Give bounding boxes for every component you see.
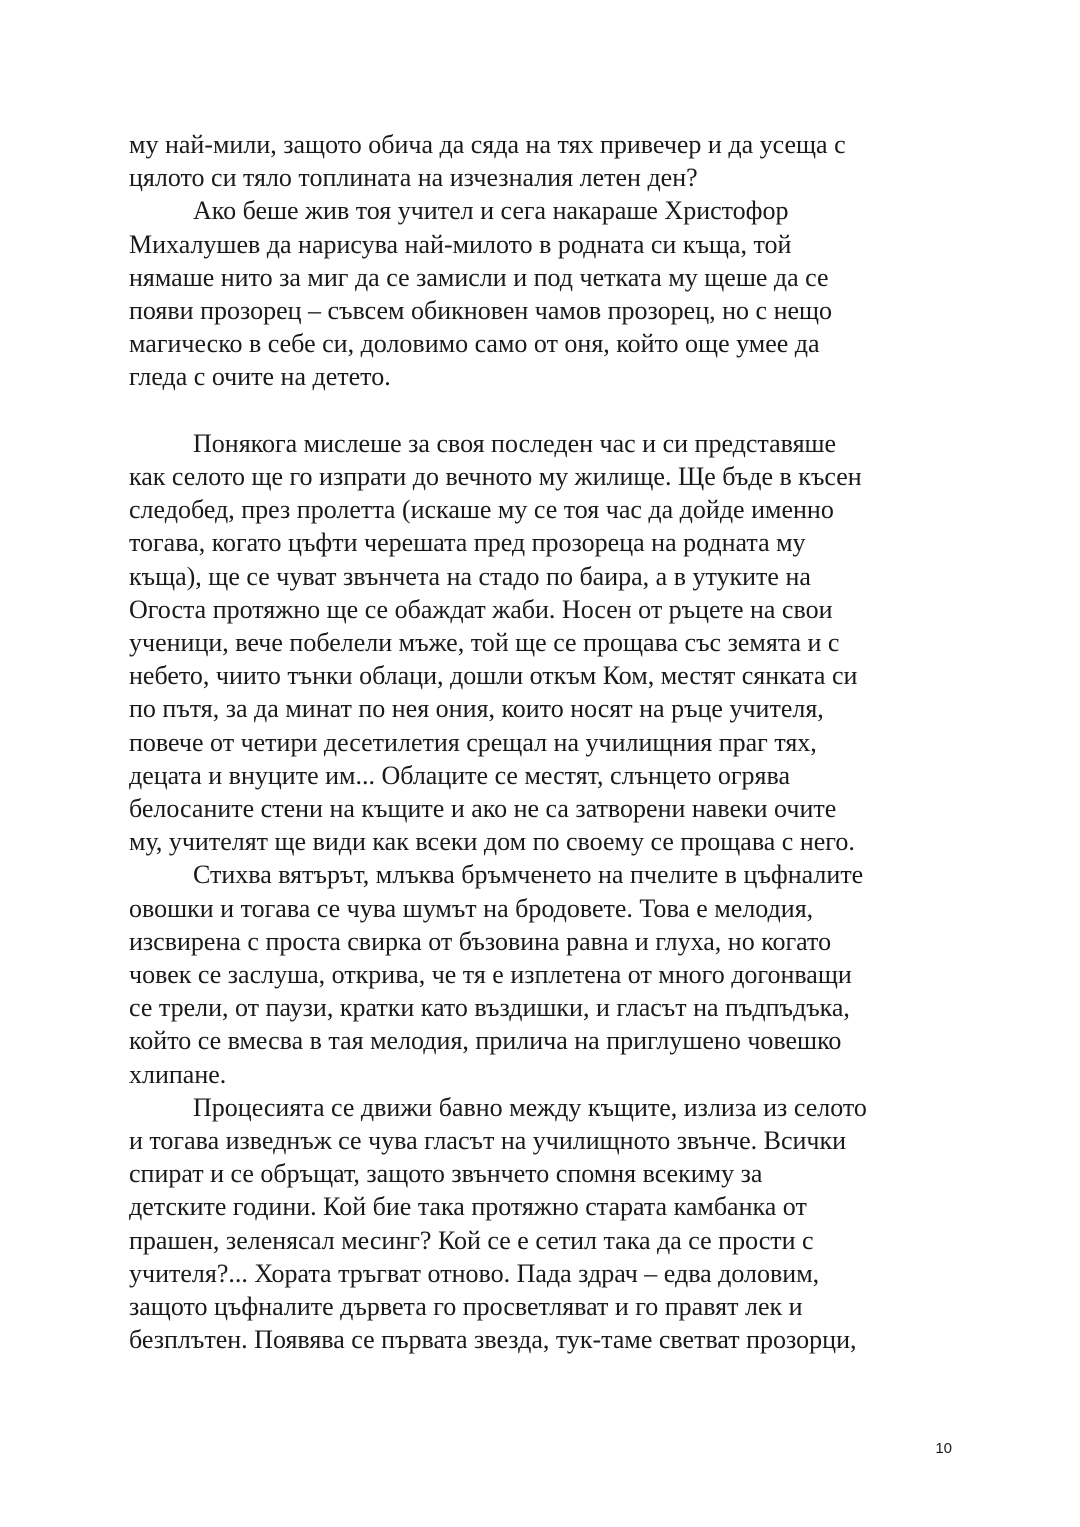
text-line: нямаше нито за миг да се замисли и под четката му щеше да се [129,262,829,292]
text-line: овошки и тогава се чува шумът на бродовете. Това е мелодия, [129,893,814,923]
text-line: Огоста протяжно ще се обаждат жаби. Носен от ръцете на свои [129,594,833,624]
text-line: Стихва вятърът, млъква бръмченето на пчелите в цъфналите [193,860,864,890]
text-line: изсвирена с проста свирка от бъзовина равна и глуха, но когато [129,926,832,956]
text-line: небето, чиито тънки облаци, дошли откъм Ком, местят сянката си [129,661,858,691]
text-line: детските години. Кой бие така протяжно старата камбанка от [129,1192,807,1222]
text-line: и тогава изведнъж се чува гласът на училищното звънче. Всички [129,1126,847,1156]
text-line: цялото си тяло топлината на изчезналия летен ден? [129,163,698,193]
text-line: появи прозорец – съвсем обикновен чамов прозорец, но с нещо [129,296,833,326]
text-line: как селото ще го изпрати до вечното му жилище. Ще бъде в късен [129,462,862,492]
text-line: учителя?... Хората тръгват отново. Пада здрач – едва доловим, [129,1258,820,1288]
text-line: гледа с очите на детето. [129,362,391,392]
text-line: безплътен. Появява се първата звезда, тук-таме светват прозорци, [129,1325,857,1355]
paragraph-5 [129,1091,951,1357]
text-line: къща), ще се чуват звънчета на стадо по баира, а в утуките на [129,561,811,591]
text-line: Процесията се движи бавно между къщите, излиза из селото [193,1092,867,1122]
text-line: защото цъфналите дървета го просветляват и го правят лек и [129,1292,803,1322]
text-line: който се вмесва в тая мелодия, прилича на приглушено човешко [129,1026,842,1056]
text-line: човек се заслуша, открива, че тя е изплетена от много догонващи [129,960,852,990]
text-line: Ако беше жив тоя учител и сега накараше Христофор [193,196,789,226]
text-line: магическо в себе си, доловимо само от оня, който още умее да [129,329,820,359]
text-line: повече от четири десетилетия срещал на училищния праг тях, [129,727,817,757]
text-line: прашен, зеленясал месинг? Кой се е сетил така да се прости с [129,1225,814,1255]
text-line: следобед, през пролетта (искаше му се тоя час да дойде именно [129,495,834,525]
text-line: хлипане. [129,1059,227,1089]
paragraph-3 [129,427,951,859]
body-text [129,128,951,1357]
text-line: Понякога мислеше за своя последен час и си представяше [193,428,837,458]
text-line: децата и внуците им... Облаците се местят, слънцето огрява [129,760,790,790]
text-line: Михалушев да нарисува най-милото в родната си къща, той [129,229,792,259]
page-number: 10 [935,1440,952,1457]
text-line: му най-мили, защото обича да сяда на тях привечер и да усеща с [129,130,846,159]
paragraph-1 [129,128,951,194]
text-line: се трели, от паузи, кратки като въздишки, и гласът на пъдпъдъка, [129,993,850,1023]
text-line: тогава, когато цъфти черешата пред прозореца на родната му [129,528,806,558]
text-line: ученици, вече побелели мъже, той ще се прощава със земята и с [129,628,840,658]
paragraph-4 [129,858,951,1090]
paragraph-2 [129,194,951,393]
text-line: белосаните стени на къщите и ако не са затворени навеки очите [129,794,837,824]
text-line: му, учителят ще види как всеки дом по своему се прощава с него. [129,827,855,857]
blank-line [129,394,951,427]
text-line: спират и се обръщат, защото звънчето спомня всекиму за [129,1159,763,1189]
text-line: по пътя, за да минат по нея ония, които носят на ръце учителя, [129,694,824,724]
